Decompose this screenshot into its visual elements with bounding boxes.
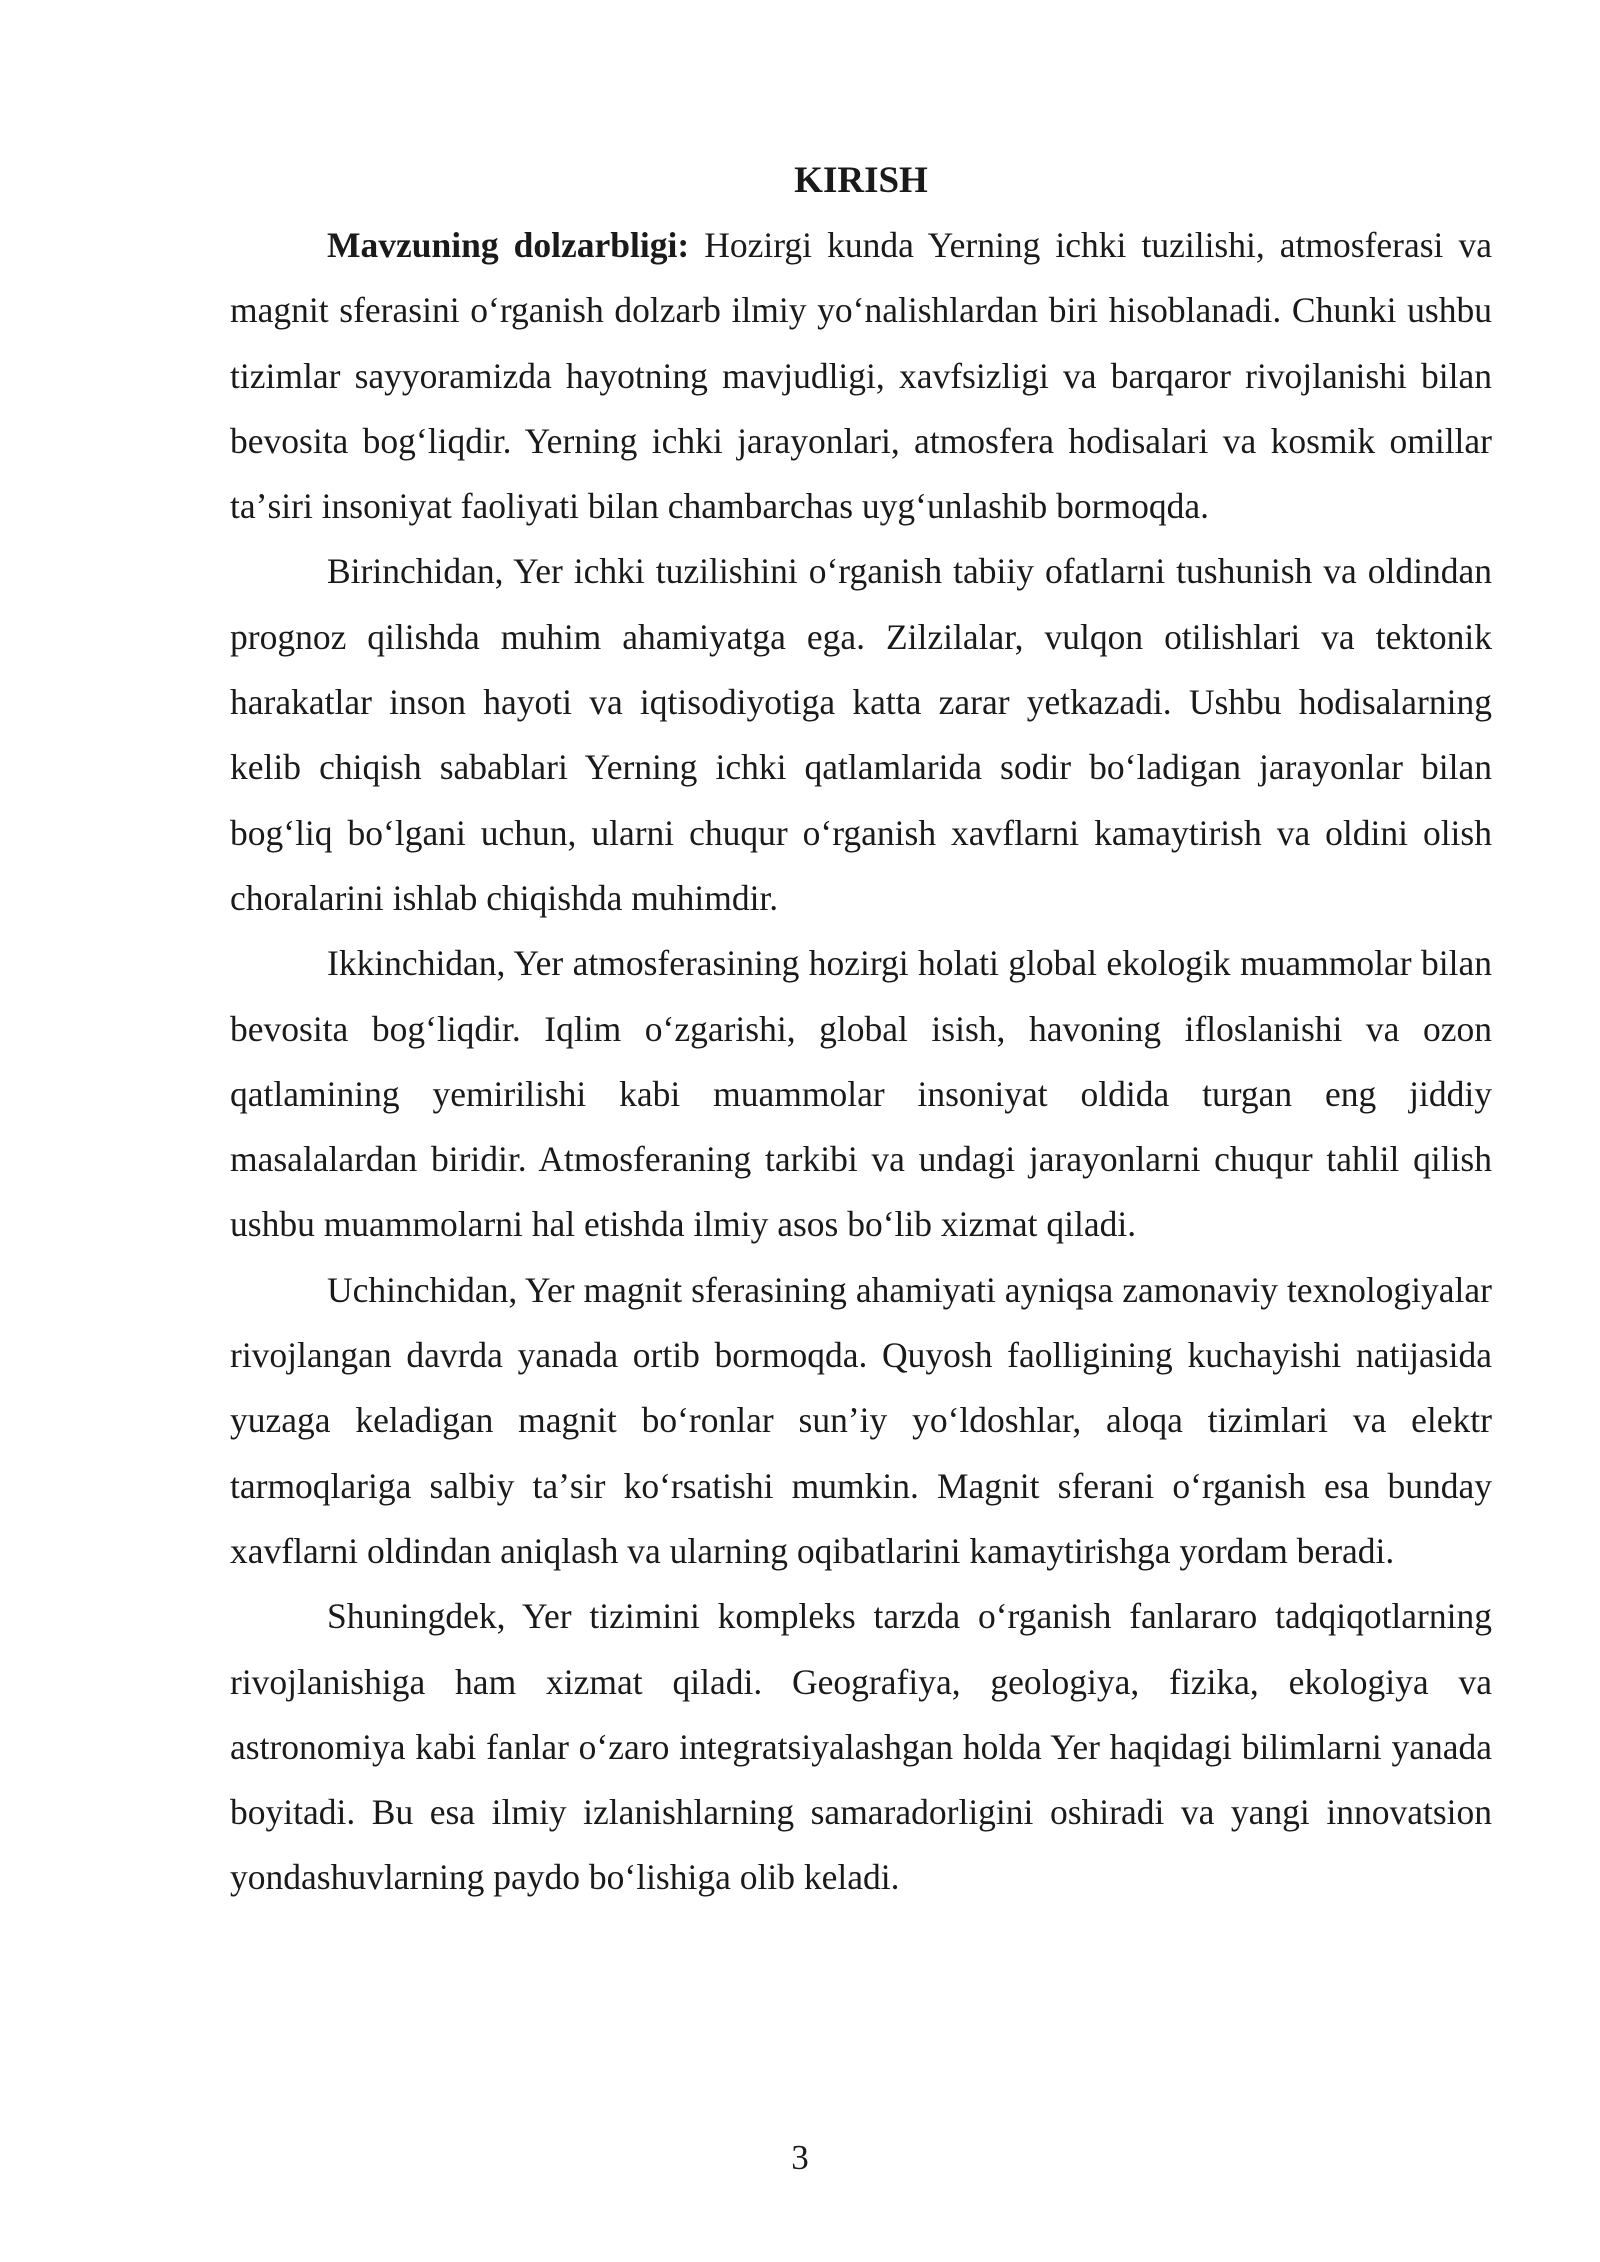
paragraph-lead: Mavzuning dolzarbligi: (327, 225, 690, 265)
paragraph-text: Shuningdek, Yer tizimini kompleks tarzda oʻrganish fanlararo tadqiqotlarning rivojlanishiga ham xizmat qiladi. Geografiya, geologiya, fizika, ekologiya va astronomiya kabi fanlar oʻzaro integratsiyalashgan holda Yer haqidagi bilimlarni yanada boyitadi. Bu esa ilmiy izlanishlarning samaradorligini oshiradi va yangi innovatsion yondashuvlarning paydo boʻlishiga olib keladi. (230, 1596, 1492, 1898)
paragraph-text: Birinchidan, Yer ichki tuzilishini oʻrganish tabiiy ofatlarni tushunish va oldindan prognoz qilishda muhim ahamiyatga ega. Zilzilalar, vulqon otilishlari va tektonik harakatlar inson hayoti va iqtisodiyotiga katta zarar yetkazadi. Ushbu hodisalarning kelib chiqish sabablari Yerning ichki qatlamlarida sodir boʻladigan jarayonlar bilan bogʻliq boʻlgani uchun, ularni chuqur oʻrganish xavflarni kamaytirish va oldini olish choralarini ishlab chiqishda muhimdir. (230, 551, 1492, 918)
paragraph-third (230, 1258, 1492, 1584)
paragraph-text: Hozirgi kunda Yerning ichki tuzilishi, atmosferasi va magnit sferasini oʻrganish dolzarb ilmiy yoʻnalishlardan biri hisoblanadi. Chunki ushbu tizimlar sayyoramizda hayotning mavjudligi, xavfsizligi va barqaror rivojlanishi bilan bevosita bogʻliqdir. Yerning ichki jarayonlari, atmosfera hodisalari va kosmik omillar taʼsiri insoniyat faoliyati bilan chambarchas uygʻunlashib bormoqda. (230, 225, 1492, 527)
document-page (230, 148, 1492, 1911)
paragraph-relevance (230, 213, 1492, 539)
paragraph-also (230, 1584, 1492, 1910)
paragraph-first (230, 539, 1492, 931)
paragraph-second (230, 931, 1492, 1257)
paragraph-text: Uchinchidan, Yer magnit sferasining ahamiyati ayniqsa zamonaviy texnologiyalar rivojlangan davrda yanada ortib bormoqda. Quyosh faolligining kuchayishi natijasida yuzaga keladigan magnit boʻronlar sunʼiy yoʻldoshlar, aloqa tizimlari va elektr tarmoqlariga salbiy taʼsir koʻrsatishi mumkin. Magnit sferani oʻrganish esa bunday xavflarni oldindan aniqlash va ularning oqibatlarini kamaytirishga yordam beradi. (230, 1269, 1492, 1571)
paragraph-text: Ikkinchidan, Yer atmosferasining hozirgi holati global ekologik muammolar bilan bevosita bogʻliqdir. Iqlim oʻzgarishi, global isish, havoning ifloslanishi va ozon qatlamining yemirilishi kabi muammolar insoniyat oldida turgan eng jiddiy masalalardan biridir. Atmosferaning tarkibi va undagi jarayonlarni chuqur tahlil qilish ushbu muammolarni hal etishda ilmiy asos boʻlib xizmat qiladi. (230, 943, 1492, 1245)
page-number: 3 (791, 2138, 809, 2177)
section-title: KIRISH (794, 160, 928, 201)
